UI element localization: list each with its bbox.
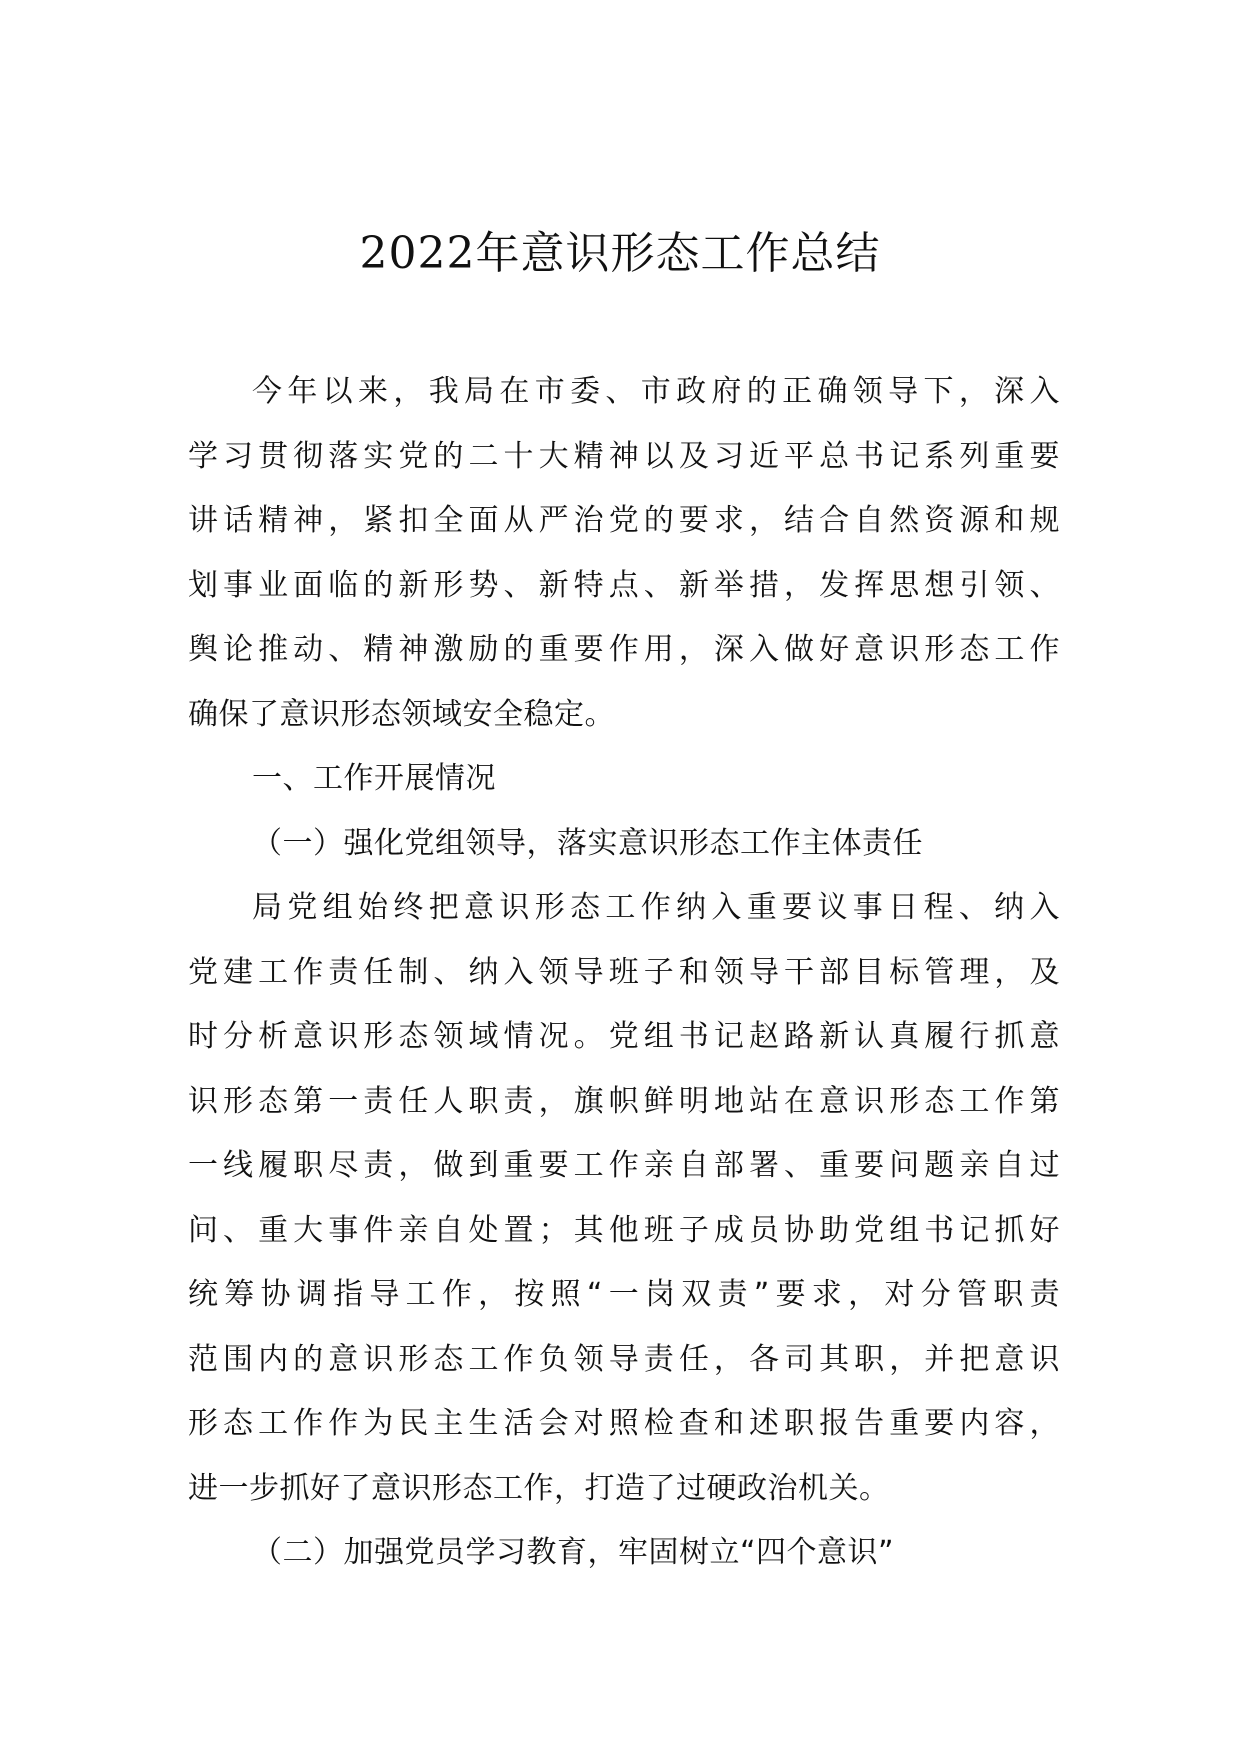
paragraph-line: 舆论推动、精神激励的重要作用，深入做好意识形态工作 (188, 632, 1060, 667)
paragraph-line: 学习贯彻落实党的二十大精神以及习近平总书记系列重要 (188, 438, 1060, 474)
paragraph-line: 范围内的意识形态工作负领导责任，各司其职，并把意识 (188, 1341, 1060, 1377)
paragraph-line: 讲话精神，紧扣全面从严治党的要求，结合自然资源和规 (188, 503, 1060, 538)
document-title: 2022年意识形态工作总结 (359, 228, 881, 279)
document-body (188, 360, 1060, 1586)
paragraph-line: 划事业面临的新形势、新特点、新举措，发挥思想引领、 (188, 567, 1060, 603)
paragraph-line: 识形态第一责任人职责，旗帜鲜明地站在意识形态工作第 (188, 1083, 1060, 1119)
paragraph-intro (188, 360, 1060, 747)
paragraph-line: 形态工作作为民主生活会对照检查和述职报告重要内容， (188, 1406, 1060, 1441)
subsection-heading-text: （二）加强党员学习教育，牢固树立“四个意识” (252, 1535, 895, 1570)
subsection-heading (188, 1521, 1060, 1586)
paragraph-subsection-1 (188, 876, 1060, 1521)
paragraph-line: 党建工作责任制、纳入领导班子和领导干部目标管理，及 (188, 954, 1060, 990)
paragraph-line: 问、重大事件亲自处置；其他班子成员协助党组书记抓好 (188, 1212, 1060, 1248)
section-heading (188, 747, 1060, 812)
paragraph-line: 时分析意识形态领域情况。党组书记赵路新认真履行抓意 (188, 1019, 1060, 1054)
paragraph-line: 统筹协调指导工作，按照“一岗双责”要求，对分管职责 (188, 1277, 1060, 1312)
subsection-heading (188, 812, 1060, 877)
subsection-heading-text: （一）强化党组领导，落实意识形态工作主体责任 (252, 825, 923, 861)
section-heading-text: 一、工作开展情况 (252, 761, 496, 796)
paragraph-line: 今年以来，我局在市委、市政府的正确领导下，深入 (252, 374, 1060, 409)
paragraph-line: 确保了意识形态领域安全稳定。 (188, 696, 615, 732)
paragraph-line: 局党组始终把意识形态工作纳入重要议事日程、纳入 (252, 890, 1060, 925)
paragraph-line: 一线履职尽责，做到重要工作亲自部署、重要问题亲自过 (188, 1148, 1060, 1183)
paragraph-line: 进一步抓好了意识形态工作，打造了过硬政治机关。 (188, 1470, 890, 1506)
